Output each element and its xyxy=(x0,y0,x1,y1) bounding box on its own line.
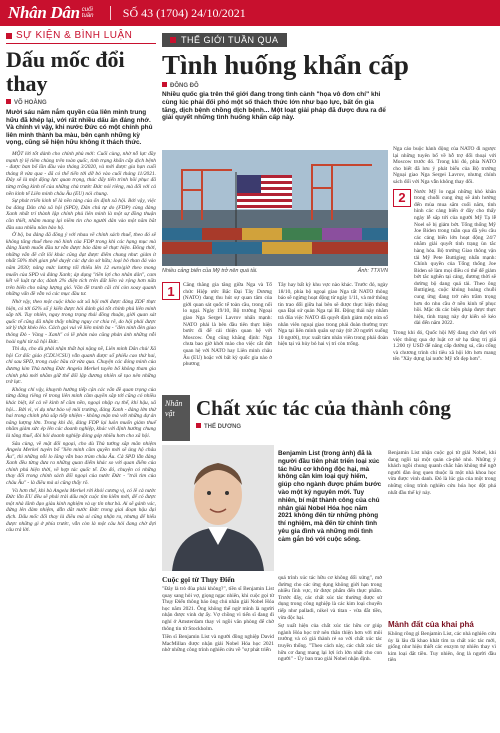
portrait-illustration xyxy=(162,445,274,571)
paragraph: Nước Mỹ lo ngại những khó khăn trong chuỗi cung ứng sẽ ảnh hưởng đến mùa mua sắm cuối năm, tình hình các cảng biển ở đây cho thấy ngày lễ sắp tới của người Mỹ Tạ lễ Noel sẽ bị giảm bớt. Tổng thống Mỹ Joe Biden trong tuần qua đã yêu cầu các cảng biển lớn hoạt động 24/7 nhằm giải quyết tình trạng ùn tắc hàng hóa. Bộ trưởng Giao thông vận tải Mỹ Pete Buttigieg nhấn mạnh: Chính quyền của Tổng thống Joe Biden sẽ làm mọi điều có thể để giảm bớt tắc nghẽn tại cảng, đương thời sẽ dường bộ dang quá tải. Theo ông Buttigieg, cuộc khủng hoảng chuỗi cung ứng đang trở nên trầm trọng hơn do nhu cầu ở nền kinh tế phục hồi. Mặc dù các biện pháp được thực hiện, tình trạng này dự kiến sẽ kéo dài đến năm 2022. xyxy=(414,188,496,327)
section-tag-label: SỰ KIỆN & BÌNH LUẬN xyxy=(16,30,133,41)
issue-info: SỐ 43 (1704) 24/10/2021 xyxy=(122,5,246,20)
paragraph: quá trình xúc tác hữu cơ không đối xứng", mở đường cho các ứng dụng không giới hạn trong nhiều lĩnh vực, từ được phẩm đến thực phẩm. Trước đây, các chất xúc tác thường được sử dụng trong công nghiệp là các kim loại chuyển tiếp như palladi, nikel và titan - vừa đắt tiền, vừa độc hại. xyxy=(278,575,382,621)
paragraph: Căng thẳng gia tăng giữa Nga và Tổ chức Hiệp ước Bắc Đại Tây Dương (NATO) đang thu hút sự quan tâm của giới quan sát quốc tế toàn cầu, trong nối lo ngại. Ngày 19/10, Bộ trưởng Ngoại giao Nga Sergei Lavrov nhấn mạnh: NATO phải là bên đầu tiên thực hiện bước đi để cải thiện quan hệ với Moscow. Ông cũng khẳng định: Nga chưa bao giờ khởi mào cho việc cắt đứt quan hệ với NATO hay Liên minh châu Âu (EU) hoặc với bất kỳ quốc gia nào ở phương xyxy=(183,282,272,368)
article-lede: Mười sáu năm nắm quyền của liên minh trung hữu đã khép lại, với rất nhiều dấu ấn đáng nhớ. Và chính vì vậy, khi nước Đức có một chính phủ liên minh thành ba màu, bên cạnh những kỳ vọng, cũng sẽ hiện hữu không ít thách thức. xyxy=(6,109,153,147)
brand-logo: Nhân Dân xyxy=(8,3,80,22)
article-lede: Nhiều quốc gia trên thế giới đang trong tình cảnh "họa vô đơn chí" khi cùng lúc phải đối phó một số thách thức lớn như bạo lực, bất ổn gia tăng, dịch bệnh chồng dịch bệnh... Một loạt giải pháp đã được đưa ra để giải quyết những tình huống khẩn cấp này. xyxy=(162,91,386,122)
paragraph: Và hơn thế, khi bà Angela Merkel rời khỏi cương vị, có lẽ cả nước Đức lẫn EU đều sẽ phải trải dấu một cuộc tìm kiếm mới, để có được một nhà lãnh đạo giàu kinh nghiệm và uy tín như bà. Ai sẽ gánh vác, đứng lên đảm nhiệm, dẫn dắt nước Đức trong giai đoạn hậu đại dịch. Dấu mốc đổi thay là điều mà ai cũng nhận ra, nhưng để hiểu được những gì ở phía trước, vẫn còn là một câu hỏi đang chờ đợi câu trả lời. xyxy=(6,487,156,534)
profile-col-right xyxy=(388,450,496,499)
paragraph: Tiền sĩ Benjamin List và người đồng nghiệp David MacMillan được nhận giải Nobel Hóa học 2021 nhờ những công trình nghiên cứu về "sự phát triển xyxy=(162,634,274,654)
item-number: 2 xyxy=(393,189,411,207)
paragraph: Nhờ vậy, theo một cuộc khảo sát xã hội mới được đảng ZDF thực hiện, có tới 62% số ý kiến được hỏi đánh giá tốt chính phủ liên minh sắp tới. Tuy nhiên, ngay trong trạng thái đồng thuận, giới quan sát quốc tế cũng đã nhận thấy những nguy cơ chia rẽ, do hội phải được xử lý thật khéo léo. Cách gọi vui về liên minh ba - "đèn ninh đèn giao thông Đỏ - Vàng - Xanh" có lẽ phản nào cũng phản ánh những nỗi hoài nghi từ xã hội Đức. xyxy=(6,299,156,345)
info-item-2 xyxy=(393,189,496,327)
brand-subtitle: cuối tuần xyxy=(81,7,94,19)
paragraph: Thì dụ, cho dù phải nhận thất bại nặng nề, Liên minh Dân chủ/ Xã hội Cơ đốc giáo (CDU/CSU) vẫn quanh được số phiếu cao thứ hai, chỉ sau SPD, trong cuộc bầu cử vừa qua. Chuyện các đóng minh của đương kim Thủ tướng Đức Angela Merkel tuyên bố không tham gia chính phủ mới nhằm giữ thế đối lập đương nhiên sẽ tạo nên những trở lực. xyxy=(6,346,156,386)
author-name: VÕ HOÀNG xyxy=(14,100,47,106)
left-article xyxy=(6,30,156,535)
section-tag-events xyxy=(6,30,156,44)
profile-body-col-2 xyxy=(278,575,382,663)
item-number: 1 xyxy=(162,282,180,300)
world-article-header xyxy=(162,30,496,122)
article-author xyxy=(162,82,496,89)
article-author xyxy=(196,423,496,430)
section-tag-world xyxy=(162,33,287,47)
world-col-2 xyxy=(278,282,388,348)
profile-body-col-3 xyxy=(388,620,496,664)
red-square-icon xyxy=(6,99,11,104)
port-photo-illustration xyxy=(162,150,388,266)
paragraph: Sự phát triển kinh tế là nền tảng của ổn định xã hội. Bởi vậy, việc ba đảng Dân chủ xã hội (SPD), Dân chủ tự do (FDP) cùng đảng Xanh nhất trí thành lập chính phủ liên minh là một sự đồng thuận cần thiết, nhằm mang lại niềm tin cho người dân vào một năm bắt đầu sau nhiều năm bảo hộ. xyxy=(6,198,156,231)
paragraph: Không rõng gì Benjamin List, các nhà nghiên cứu ủy là lâu đã khao khát tìm ra chất xúc tác mới, giống như hiệu thiết các enzym tự nhiên thay vì kim loại đắt tiền. Tuy nhiên, ông là người đầu tiên xyxy=(388,631,496,664)
paragraph: Sâu cùng, về mặt đối ngoại, cho dù Thủ tướng sắp mãn nhiệm Angela Merkel tuyên bố "liên minh cầm quyền mới sẽ ủng hộ châu Âu", thì những nỗi lo lắng vẫn bao trùm châu Âu. Cả SPD lẫn đảng Xanh đều từng đưa ra những quan điểm khác so với quan điểm của chính phủ hiện thời, về hợp tác quốc tế. Do đó, chuyện có những thay đổi trong chính sách đối ngoại của nước Đức - "trái tim của châu Âu" - là điều mà ai cũng thấy rõ. xyxy=(6,440,156,487)
paragraph: Sự xuất hiện của chất xúc tác hữu cơ giúp ngành Hóa học trở nên thân thiện hơn với môi trường và có giá thành rẻ so với chất xúc tác truyền thống. "Theo cách này, các chất xúc tác hữu cơ đang mang lại lợi ích lớn nhất cho con người" - Ủy ban trao giải Nobel nhận định. xyxy=(278,623,382,663)
photo-caption xyxy=(162,268,388,274)
article-title: Dấu mốc đổi thay xyxy=(6,47,125,96)
section-tag-profile: Nhân vật xyxy=(162,395,190,441)
profile-lede: Benjamin List (trong ảnh) đã là người đầu tiên phát triển loại xúc tác hữu cơ không độc hại, mà không cần kim loại quý hiếm, giúp cho ngành được phẩm bước vào một kỷ nguyên mới. Tuy nhiên, bí mật thành công của chủ nhân giải Nobel Hóa học năm 2021 không đến từ những phòng thí nghiệm, mà đến từ chính tình yêu gia đình và những mối tình cảm gắn bó với cuộc sống. xyxy=(278,450,382,543)
paragraph: Tây hay bất kỳ khu vực nào khác. Trước đó, ngày 18/10, phía bộ ngoại giao Nga tất NATO thông báo sẽ ngừng hoạt động từ ngày 1/11, và mở thông tin trao đổi giữa hai bên sẽ được thực hiện thông qua Đại sứ quán Nga tại Bỉ. Động thái này nhằm trả đũa việc NATO đã quyết định giảm một nửa số nhân viên ngoại giao trong phái đoàn thường trực Nga tại liên minh quân sự này (từ 20 người xuống 10 người), trục xuất tám nhân viên trong phái đoàn hiện tại và hủy bỏ hai vị trí còn trống. xyxy=(278,282,388,348)
article-title: Chất xúc tác của thành công xyxy=(196,396,451,420)
author-name: ĐÔNG ĐÔ xyxy=(170,83,199,89)
article-title: Tình huống khẩn cấp xyxy=(162,50,409,80)
port-photo xyxy=(162,150,388,266)
paragraph: Benjamin List nhận cuộc gọi từ giải Nobel, khi đang ngồi tại một quán cà-phê nhỏ. Những ý khách ngồi chung quanh chắc hẳn không thể ngờ người đàn ông quen thuộc là một nhà khoa học vừa được vinh danh. Đó là lúc gia của một trong những công trình nghiên cứu hóa học đột phá nhất đầu thế kỷ này. xyxy=(388,450,496,496)
info-item-1 xyxy=(162,282,272,368)
author-name: THẾ DƯƠNG xyxy=(204,424,242,430)
paragraph: Nga cáo buộc hành động của NATO đi ngược lại những tuyên bố về hỗ trợ đối thoại với Moscow trước đó. Trong khi đó, phía NATO cho biết đã lưu ý phát biểu của Bộ trưởng Ngoại giao Nga Sergei Lavrov, nhưng chính sách đối với Nga vẫn không thay đổi. xyxy=(393,146,496,185)
subheading: Cuộc gọi từ Thụy Điển xyxy=(162,575,235,584)
world-col-3 xyxy=(393,146,496,363)
paragraph: Không chỉ vậy, khuynh hướng tiếp cận các vấn đề quan trọng của từng đảng riêng rẽ trong liên minh cầm quyền sắp tới cũng có nhiều khác biệt, kể cả về kinh tế cầm nền, ngoại nhập cụ thể, khí hậu, xã hội... Bởi vì, ví dụ như bảo vệ môi trường, đảng Xanh - đảng lớn thứ hai trong chính phủ sắp tiếp nhiệm - không mặn mà với những dự án năng lượng lớn. Trong khi đó, đảng FDP lại luôn muốn giảm thuế nhằm giảm sức ép lên các doanh nghiệp, khác với định hướng chung là tăng thuế, đòi hỏi doanh nghiệp đóng góp nhiều hơn cho xã hội. xyxy=(6,386,156,439)
portrait-photo xyxy=(162,445,274,571)
paragraph: "Đây là trò đùa phải không?", tiền sĩ Benjamin List quay sang hỏi vợ, giọng ngạc nhiên, khi cuộc gọi từ Thụy Điển thông báo ông chủ nhân giải Nobel Hóa học năm 2021. Ông không thể ngờ mình là người nhận được vinh dự ấy. Vợ chồng vì tiến sĩ đang đi nghỉ ở Amsterdam thay vì ngồi văn phòng để chờ thông tin từ Stockholm. xyxy=(162,586,274,632)
paragraph: MỘT lời tốt dành cho chính phủ mới: Cuối cùng, nhờ nỗ lực đầy mạnh tỷ lệ tiêm chủng trên toàn quốc, tình trạng khẩn cấp dịch bệnh - được ban bố lần đầu vào tháng 3/2020, và mới được gia hạn cuối tháng 8 vừa qua - đã có thể tiến tới dỡ bỏ vào cuối tháng 11/2021. Đây sẽ là một động lực quan trọng, thúc đẩy tiến trình hồi phục đã từng trống kinh tế của những chủ trước Đức nói riêng, mà đối với cả nền kinh tế Liên minh châu Âu (EU) nói chung. xyxy=(6,150,156,197)
section-tag-label: THẾ GIỚI TUẦN QUA xyxy=(181,35,279,45)
red-square-icon xyxy=(170,37,176,43)
profile-lede-col xyxy=(278,450,382,544)
masthead-divider xyxy=(110,6,111,20)
article-body xyxy=(6,151,156,534)
masthead xyxy=(0,0,500,26)
profile-heading xyxy=(162,395,496,441)
world-col-1 xyxy=(162,282,272,371)
paragraph: Ở bộ, ba đảng đã đồng ý với nhau về chính sách thuế, theo đó sẽ không tăng thuế theo mô hình của FDP trong khi các hạng mục mà đảng Xanh muốn đầu tư vẫn được bảo đảm sẽ thực hiện. Đồng thời, những vấn đề cốt lõi khác cũng đạt được điểm chung như: giảm ít nhất 50% thời gian phê duyệt các dự án sở hữu; loại bỏ than đá vào năm 2030; nâng mức lương tối thiểu lên 12 euro/giờ theo mong muốn của SPD và đảng Xanh; áp dụng "tiền lợi cho nhân dân", cam kết về luật tự do; dành 2% diện tích trên đất liền và rộng hơn nữa trên biển cho năng lượng gió. Văn đề tranh cãi chỉ còn xoay quanh những vấn đề vẫn vá các mục đầu tư. xyxy=(6,232,156,298)
profile-body-col-1 xyxy=(162,575,274,654)
photo-credit: Ảnh: TTXVN xyxy=(357,268,388,274)
paragraph: Trong khi đó, Quốc hội Mỹ đang chờ đợi với việc thông qua dự luật cơ sở hạ tầng trị giá 1.200 tỷ USD để nâng cấp đường sá, cầu cống và chương trình chi tiêu xã hội lớn hơn mang tên "Xây dựng lại nước Mỹ tốt đẹp hơn". xyxy=(393,330,496,363)
caption-text: Nhiều cảng biển của Mỹ trở nên quá tải. xyxy=(162,268,258,274)
red-square-icon xyxy=(196,423,201,428)
profile-article-header xyxy=(162,395,496,430)
red-square-icon xyxy=(6,33,12,39)
red-square-icon xyxy=(162,82,167,87)
subheading: Mảnh đất của khai phá xyxy=(388,620,474,629)
article-author xyxy=(6,99,156,106)
